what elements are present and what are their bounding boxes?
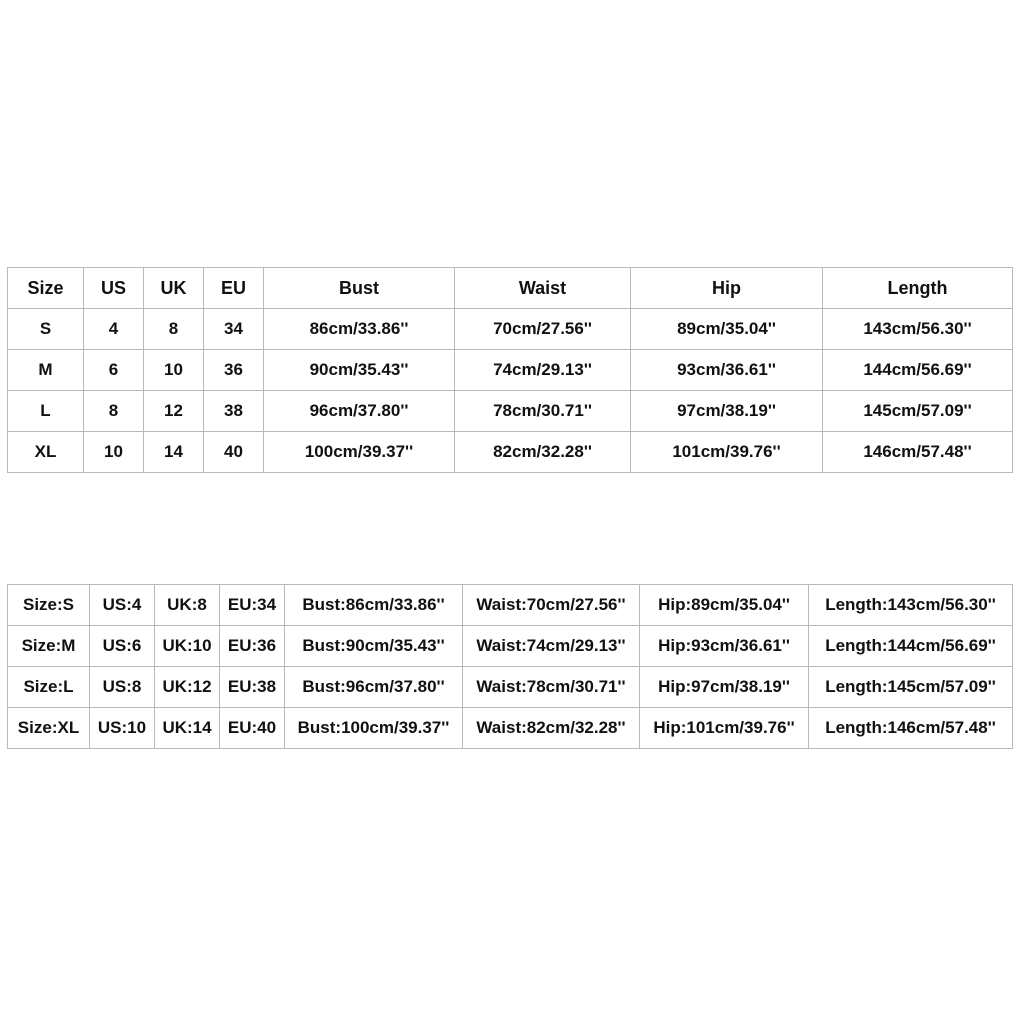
cell-hip: 97cm/38.19'' (631, 391, 823, 432)
cell-size: Size:M (8, 626, 90, 667)
labelled-size-chart-table (7, 584, 1013, 749)
header-cell-hip: Hip (631, 268, 823, 309)
cell-length: 146cm/57.48'' (823, 432, 1013, 473)
cell-length: Length:144cm/56.69'' (809, 626, 1013, 667)
cell-size: Size:S (8, 585, 90, 626)
cell-uk: 8 (144, 309, 204, 350)
cell-eu: 38 (204, 391, 264, 432)
header-cell-uk: UK (144, 268, 204, 309)
cell-bust: Bust:100cm/39.37'' (285, 708, 463, 749)
cell-eu: EU:38 (220, 667, 285, 708)
table-row (8, 626, 1013, 667)
cell-uk: UK:14 (155, 708, 220, 749)
cell-size: XL (8, 432, 84, 473)
cell-us: US:10 (90, 708, 155, 749)
cell-size: L (8, 391, 84, 432)
cell-uk: 10 (144, 350, 204, 391)
table-row (8, 391, 1013, 432)
header-cell-size: Size (8, 268, 84, 309)
cell-hip: Hip:97cm/38.19'' (640, 667, 809, 708)
cell-length: Length:145cm/57.09'' (809, 667, 1013, 708)
cell-eu: EU:34 (220, 585, 285, 626)
cell-eu: EU:36 (220, 626, 285, 667)
cell-uk: UK:8 (155, 585, 220, 626)
header-cell-waist: Waist (455, 268, 631, 309)
table-row (8, 585, 1013, 626)
cell-waist: Waist:74cm/29.13'' (463, 626, 640, 667)
cell-length: 143cm/56.30'' (823, 309, 1013, 350)
cell-length: Length:146cm/57.48'' (809, 708, 1013, 749)
cell-length: 145cm/57.09'' (823, 391, 1013, 432)
cell-hip: Hip:89cm/35.04'' (640, 585, 809, 626)
cell-size: M (8, 350, 84, 391)
cell-us: 8 (84, 391, 144, 432)
header-cell-us: US (84, 268, 144, 309)
table-header-row (8, 268, 1013, 309)
cell-eu: 40 (204, 432, 264, 473)
cell-length: Length:143cm/56.30'' (809, 585, 1013, 626)
cell-us: 10 (84, 432, 144, 473)
cell-us: US:6 (90, 626, 155, 667)
table-row (8, 432, 1013, 473)
cell-us: US:8 (90, 667, 155, 708)
cell-bust: 90cm/35.43'' (264, 350, 455, 391)
cell-hip: Hip:101cm/39.76'' (640, 708, 809, 749)
cell-waist: 82cm/32.28'' (455, 432, 631, 473)
size-chart-table (7, 267, 1013, 473)
cell-us: 6 (84, 350, 144, 391)
table-row (8, 667, 1013, 708)
cell-uk: UK:10 (155, 626, 220, 667)
cell-waist: Waist:82cm/32.28'' (463, 708, 640, 749)
cell-bust: Bust:86cm/33.86'' (285, 585, 463, 626)
cell-us: 4 (84, 309, 144, 350)
header-cell-eu: EU (204, 268, 264, 309)
cell-bust: Bust:90cm/35.43'' (285, 626, 463, 667)
cell-uk: 12 (144, 391, 204, 432)
cell-eu: 34 (204, 309, 264, 350)
cell-bust: 96cm/37.80'' (264, 391, 455, 432)
cell-waist: 74cm/29.13'' (455, 350, 631, 391)
cell-waist: 78cm/30.71'' (455, 391, 631, 432)
cell-uk: UK:12 (155, 667, 220, 708)
header-cell-length: Length (823, 268, 1013, 309)
cell-waist: 70cm/27.56'' (455, 309, 631, 350)
cell-size: Size:XL (8, 708, 90, 749)
cell-hip: 93cm/36.61'' (631, 350, 823, 391)
table-row (8, 708, 1013, 749)
cell-length: 144cm/56.69'' (823, 350, 1013, 391)
header-cell-bust: Bust (264, 268, 455, 309)
table-row (8, 309, 1013, 350)
cell-hip: 89cm/35.04'' (631, 309, 823, 350)
cell-bust: 100cm/39.37'' (264, 432, 455, 473)
cell-us: US:4 (90, 585, 155, 626)
cell-waist: Waist:78cm/30.71'' (463, 667, 640, 708)
cell-bust: Bust:96cm/37.80'' (285, 667, 463, 708)
cell-size: S (8, 309, 84, 350)
cell-hip: 101cm/39.76'' (631, 432, 823, 473)
cell-bust: 86cm/33.86'' (264, 309, 455, 350)
cell-eu: EU:40 (220, 708, 285, 749)
cell-hip: Hip:93cm/36.61'' (640, 626, 809, 667)
cell-eu: 36 (204, 350, 264, 391)
cell-size: Size:L (8, 667, 90, 708)
table-row (8, 350, 1013, 391)
cell-waist: Waist:70cm/27.56'' (463, 585, 640, 626)
cell-uk: 14 (144, 432, 204, 473)
